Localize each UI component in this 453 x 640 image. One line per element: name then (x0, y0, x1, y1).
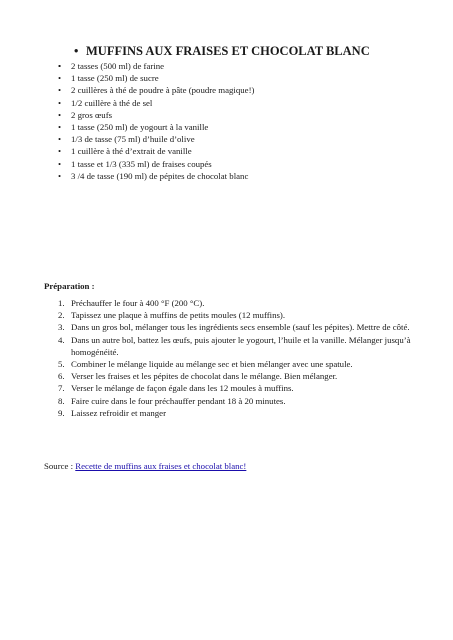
step-number: 5. (58, 359, 65, 370)
step-number: 6. (58, 371, 65, 382)
step-text: Laissez refroidir et manger (71, 407, 167, 418)
step-item (58, 358, 414, 370)
ingredient-item: • 2 tasses (500 ml) de farine (58, 60, 254, 72)
step-item (58, 382, 414, 394)
step-number: 8. (58, 395, 65, 406)
source-link[interactable]: Recette de muffins aux fraises et chocolat blanc! (75, 461, 247, 471)
ingredient-item: • 2 cuillères à thé de poudre à pâte (poudre magique!) (58, 84, 254, 96)
step-item (58, 395, 414, 407)
ingredient-item: • 1 tasse (250 ml) de sucre (58, 72, 254, 84)
step-text: Faire cuire dans le four préchauffer pendant 18 à 20 minutes. (71, 395, 286, 406)
ingredient-item: • 3 /4 de tasse (190 ml) de pépites de chocolat blanc (58, 170, 254, 182)
step-text: Verser le mélange de façon égale dans les 12 moules à muffins. (71, 383, 294, 394)
step-number: 7. (58, 383, 65, 394)
preparation-heading: Préparation : (44, 281, 95, 291)
ingredient-item: • 1 tasse (250 ml) de yogourt à la vanille (58, 121, 254, 133)
preparation-steps-list (58, 297, 414, 419)
ingredient-item: • 2 gros œufs (58, 109, 254, 121)
source-label: Source : (44, 461, 76, 471)
step-number: 1. (58, 298, 65, 308)
step-text: Dans un autre bol, battez les œufs, puis ajouter le yogourt, l’huile et la vanille. Mélanger jusqu’à homogénéité. (71, 334, 411, 357)
step-number: 3. (58, 322, 65, 333)
step-text: Verser les fraises et les pépites de chocolat dans le mélange. Bien mélanger. (71, 371, 338, 382)
step-item (58, 370, 414, 382)
step-item (58, 297, 414, 309)
step-text: Dans un gros bol, mélanger tous les ingrédients secs ensemble (sauf les pépites). Mettre de côté. (71, 322, 410, 333)
step-number: 4. (58, 334, 65, 345)
step-text: Combiner le mélange liquide au mélange sec et bien mélanger avec une spatule. (71, 359, 353, 370)
source-line (44, 461, 246, 471)
step-item (58, 309, 414, 321)
ingredient-item: • 1 cuillère à thé d’extrait de vanille (58, 145, 254, 157)
recipe-title (74, 44, 444, 59)
ingredient-item: • 1 tasse et 1/3 (335 ml) de fraises coupés (58, 158, 254, 170)
step-number: 9. (58, 407, 65, 418)
step-text: Tapissez une plaque à muffins de petits moules (12 muffins). (71, 310, 286, 321)
step-item (58, 407, 414, 419)
ingredient-item: • 1/3 de tasse (75 ml) d’huile d’olive (58, 133, 254, 145)
recipe-title-text: MUFFINS AUX FRAISES ET CHOCOLAT BLANC (86, 44, 370, 58)
step-text: Préchauffer le four à 400 °F (200 °C). (71, 298, 205, 308)
step-item (58, 321, 414, 333)
step-item (58, 334, 414, 358)
step-number: 2. (58, 310, 65, 321)
ingredient-item: • 1/2 cuillère à thé de sel (58, 97, 254, 109)
title-bullet: • (74, 44, 79, 58)
ingredients-list (58, 60, 254, 182)
